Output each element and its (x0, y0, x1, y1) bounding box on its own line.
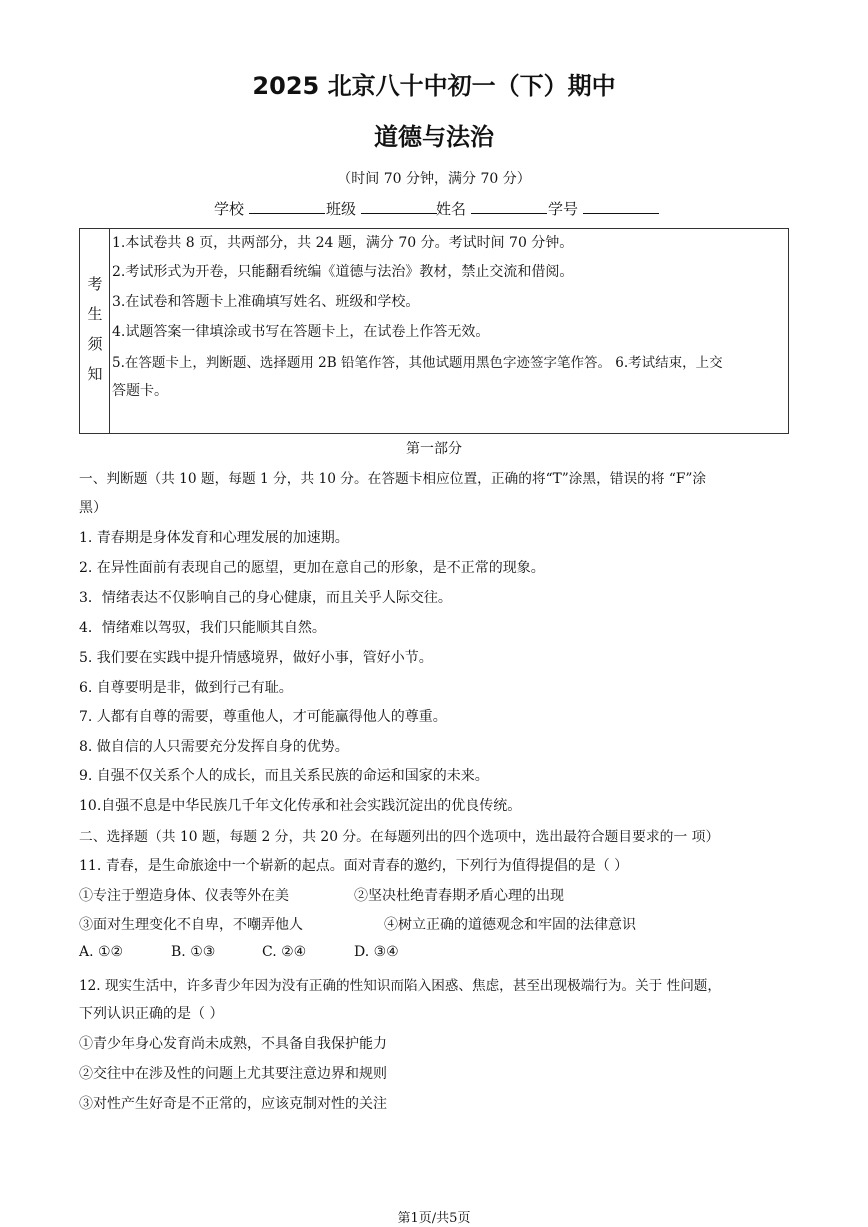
exam-subject: 道德与法治 (374, 123, 494, 151)
exam-title: 2025 北京八十中初一（下）期中 (252, 72, 616, 100)
notice-side-label (80, 229, 110, 433)
tf-question: 1. 青春期是身体发育和心理发展的加速期。 (79, 530, 349, 546)
notice-line: 2.考试形式为开卷，只能翻看统编《道德与法治》教材，禁止交流和借阅。 (112, 264, 574, 280)
tf-question: 5. 我们要在实践中提升情感境界，做好小事，管好小节。 (79, 650, 433, 666)
notice-line: 答题卡。 (112, 383, 168, 399)
name-label: 姓名 (436, 200, 467, 218)
notice-char: 生 (87, 305, 103, 323)
mc-choice-b: B. ①③ (171, 944, 216, 960)
school-label: 学校 (214, 200, 245, 218)
mc-choice-a: A. ①② (79, 944, 124, 960)
mc-option: ②交往中在涉及性的问题上尤其要注意边界和规则 (79, 1066, 387, 1082)
name-blank[interactable] (471, 198, 547, 214)
mc-option: ④树立正确的道德观念和牢固的法律意识 (384, 917, 636, 933)
mc-option: ③对性产生好奇是不正常的，应该克制对性的关注 (79, 1096, 387, 1112)
school-blank[interactable] (249, 198, 325, 214)
mc-option: ③面对生理变化不自卑，不嘲弄他人 (79, 917, 303, 933)
tf-question: 9. 自强不仅关系个人的成长，而且关系民族的命运和国家的未来。 (79, 768, 489, 784)
section1-heading: 一、判断题（共 10 题，每题 1 分，共 10 分。在答题卡相应位置，正确的将“T”涂黑，错误的将 “F”涂 (79, 471, 707, 487)
tf-question: 2. 在异性面前有表现自己的愿望，更加在意自己的形象，是不正常的现象。 (79, 560, 545, 576)
page-number: 第1页/共5页 (397, 1211, 471, 1226)
mc-question-stem: 11. 青春，是生命旅途中一个崭新的起点。面对青春的邀约，下列行为值得提倡的是（ ） (79, 858, 629, 874)
mc-question-stem: 12. 现实生活中，许多青少年因为没有正确的性知识而陷入困惑、焦虑，甚至出现极端行为。关于 性问题， (79, 978, 721, 994)
notice-line: 1.本试卷共 8 页，共两部分，共 24 题，满分 70 分。考试时间 70 分钟。 (112, 235, 574, 251)
tf-question: 3．情绪表达不仅影响自己的身心健康，而且关乎人际交往。 (79, 590, 452, 606)
tf-question: 4．情绪难以驾驭，我们只能顺其自然。 (79, 620, 326, 636)
time-info: （时间 70 分钟，满分 70 分） (337, 171, 531, 187)
notice-line: 5.在答题卡上，判断题、选择题用 2B 铅笔作答，其他试题用黑色字迹签字笔作答。 6.考试结束，上交 (112, 355, 723, 371)
section2-heading: 二、选择题（共 10 题，每题 2 分，共 20 分。在每题列出的四个选项中，选出最符合题目要求的一 项） (79, 829, 720, 845)
exam-notice-box (79, 228, 789, 434)
section1-heading-cont: 黑） (79, 500, 107, 516)
mc-option: ②坚决杜绝青春期矛盾心理的出现 (354, 888, 564, 904)
mc-option: ①专注于塑造身体、仪表等外在美 (79, 888, 289, 904)
notice-char: 知 (87, 365, 103, 383)
mc-choice-d: D. ③④ (354, 944, 399, 960)
notice-char: 考 (87, 275, 103, 293)
mc-option: ①青少年身心发育尚未成熟，不具备自我保护能力 (79, 1036, 387, 1052)
tf-question: 6. 自尊要明是非，做到行己有耻。 (79, 680, 293, 696)
class-label: 班级 (326, 200, 357, 218)
tf-question: 8. 做自信的人只需要充分发挥自身的优势。 (79, 739, 349, 755)
notice-line: 4.试题答案一律填涂或书写在答题卡上，在试卷上作答无效。 (112, 324, 490, 340)
student-id-label: 学号 (548, 200, 579, 218)
mc-choice-c: C. ②④ (262, 944, 307, 960)
tf-question: 10.自强不息是中华民族几千年文化传承和社会实践沉淀出的优良传统。 (79, 798, 522, 814)
student-id-blank[interactable] (583, 198, 659, 214)
tf-question: 7. 人都有自尊的需要，尊重他人，才可能赢得他人的尊重。 (79, 709, 447, 725)
notice-line: 3.在试卷和答题卡上准确填写姓名、班级和学校。 (112, 294, 420, 310)
class-blank[interactable] (361, 198, 437, 214)
mc-question-stem-cont: 下列认识正确的是（ ） (79, 1006, 224, 1022)
notice-char: 须 (87, 335, 103, 353)
part-one-heading: 第一部分 (406, 441, 462, 457)
